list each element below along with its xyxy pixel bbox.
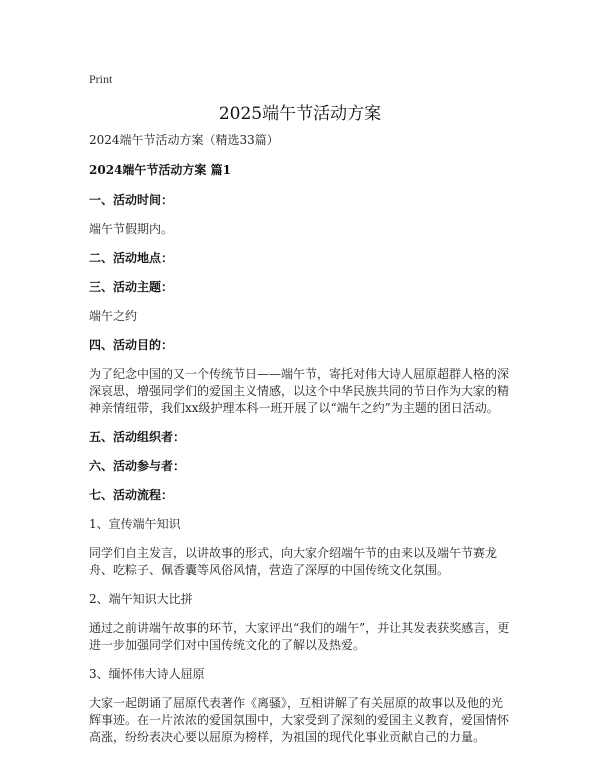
step-2-paragraph: 通过之前讲端午故事的环节，大家评出“我们的端午”，并让其发表获奖感言，更进一步加强同学们对中国传统文化的了解以及热爱。 <box>89 621 510 652</box>
document-body <box>89 132 514 746</box>
paragraph-purpose: 为了纪念中国的又一个传统节日——端午节，寄托对伟大诗人屈原超群人格的深深哀思，增强同学们的爱国主义情感，以这个中华民族共同的节日作为大家的精神亲情纽带，我们xx级护理本科一班开展了以“端午之约”为主题的团日活动。 <box>89 367 510 415</box>
print-label: Print <box>89 72 113 86</box>
document-subtitle: 2024端午节活动方案（精选33篇） <box>89 133 279 147</box>
step-3-paragraph: 大家一起朗诵了屈原代表著作《离骚》，互相讲解了有关屈原的故事以及他的光辉事迹。在一片浓浓的爱国氛围中，大家受到了深刻的爱国主义教育，爱国情怀高涨，纷纷表决心要以屈原为榜样，为祖国的现代化事业贡献自己的力量。 <box>89 696 510 744</box>
heading-process: 七、活动流程： <box>89 488 174 502</box>
heading-location: 二、活动地点： <box>89 251 174 265</box>
step-1-title: 1、宣传端午知识 <box>89 517 181 531</box>
text-time: 端午节假期内。 <box>89 222 174 236</box>
section-heading: 2024端午节活动方案 篇1 <box>89 163 231 177</box>
heading-time: 一、活动时间： <box>89 193 174 207</box>
heading-organizer: 五、活动组织者： <box>89 430 186 444</box>
heading-theme: 三、活动主题： <box>89 280 174 294</box>
step-1-paragraph: 同学们自主发言，以讲故事的形式，向大家介绍端午节的由来以及端午节赛龙舟、吃粽子、佩香囊等风俗风情，营造了深厚的中国传统文化氛围。 <box>89 546 498 577</box>
step-3-title: 3、缅怀伟大诗人屈原 <box>89 667 205 681</box>
document-title: 2025端午节活动方案 <box>218 104 382 124</box>
text-theme: 端午之约 <box>89 309 138 323</box>
heading-participants: 六、活动参与者： <box>89 459 186 473</box>
step-2-title: 2、端午知识大比拼 <box>89 592 193 606</box>
heading-purpose: 四、活动目的： <box>89 338 174 352</box>
